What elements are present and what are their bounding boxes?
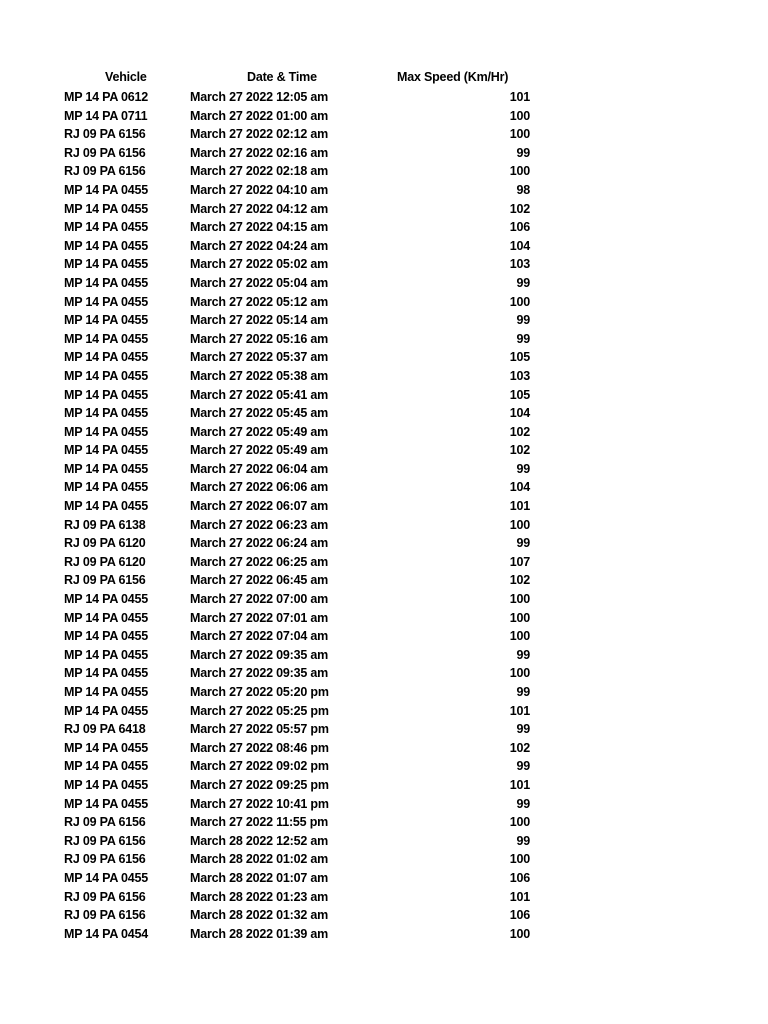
- table-row: [0, 739, 768, 758]
- max-speed-cell: 100: [509, 629, 530, 644]
- vehicle-cell: MP 14 PA 0455: [64, 387, 149, 402]
- table-row: [0, 925, 768, 944]
- table-row: [0, 757, 768, 776]
- table-row: [0, 162, 768, 181]
- max-speed-cell: 99: [516, 722, 530, 737]
- max-speed-cell: 100: [509, 164, 530, 179]
- vehicle-cell: RJ 09 PA 6418: [64, 722, 146, 737]
- date-time-cell: March 27 2022 09:35 am: [190, 647, 329, 662]
- max-speed-cell: 99: [516, 685, 530, 699]
- date-time-cell: March 27 2022 09:35 am: [190, 666, 329, 681]
- vehicle-cell: MP 14 PA 0455: [64, 666, 149, 681]
- max-speed-cell: 106: [509, 220, 530, 235]
- date-time-cell: March 27 2022 05:02 am: [190, 257, 329, 272]
- max-speed-cell: 100: [509, 610, 530, 625]
- vehicle-cell: MP 14 PA 0455: [64, 182, 149, 197]
- max-speed-cell: 99: [516, 275, 530, 290]
- date-time-cell: March 27 2022 07:00 am: [190, 592, 329, 607]
- column-header-vehicle: Vehicle: [105, 70, 147, 84]
- date-time-cell: March 28 2022 01:23 am: [190, 889, 329, 904]
- table-row: [0, 850, 768, 869]
- date-time-cell: March 27 2022 06:06 am: [190, 480, 329, 495]
- max-speed-cell: 100: [509, 127, 530, 142]
- table-row: [0, 776, 768, 795]
- date-time-cell: March 27 2022 05:45 am: [190, 406, 329, 421]
- date-time-cell: March 28 2022 01:32 am: [190, 908, 329, 923]
- vehicle-cell: RJ 09 PA 6138: [64, 517, 146, 532]
- vehicle-cell: RJ 09 PA 6156: [64, 833, 146, 848]
- vehicle-cell: RJ 09 PA 6156: [64, 145, 146, 160]
- date-time-cell: March 27 2022 09:25 pm: [190, 777, 329, 792]
- vehicle-cell: MP 14 PA 0455: [64, 201, 149, 216]
- vehicle-cell: MP 14 PA 0455: [64, 406, 149, 421]
- date-time-cell: March 27 2022 04:10 am: [190, 182, 329, 197]
- max-speed-cell: 100: [509, 108, 530, 123]
- vehicle-cell: MP 14 PA 0455: [64, 499, 149, 514]
- vehicle-cell: MP 14 PA 0455: [64, 796, 149, 811]
- date-time-cell: March 27 2022 05:04 am: [190, 275, 329, 290]
- max-speed-cell: 105: [509, 387, 530, 402]
- vehicle-cell: MP 14 PA 0455: [64, 685, 149, 699]
- vehicle-cell: RJ 09 PA 6156: [64, 164, 146, 179]
- vehicle-cell: RJ 09 PA 6156: [64, 908, 146, 923]
- table-row: [0, 460, 768, 479]
- table-row: [0, 218, 768, 237]
- table-row: [0, 404, 768, 423]
- max-speed-cell: 101: [509, 90, 530, 104]
- vehicle-cell: MP 14 PA 0455: [64, 220, 149, 235]
- vehicle-cell: RJ 09 PA 6120: [64, 554, 146, 569]
- table-row: [0, 293, 768, 312]
- date-time-cell: March 27 2022 12:05 am: [190, 90, 329, 104]
- vehicle-cell: MP 14 PA 0455: [64, 443, 149, 458]
- table-row: [0, 125, 768, 144]
- table-row: [0, 627, 768, 646]
- date-time-cell: March 27 2022 05:16 am: [190, 331, 329, 346]
- max-speed-cell: 104: [509, 238, 530, 253]
- table-row: [0, 367, 768, 386]
- table-row: [0, 553, 768, 572]
- max-speed-cell: 102: [509, 443, 530, 458]
- vehicle-cell: MP 14 PA 0455: [64, 331, 149, 346]
- max-speed-cell: 99: [516, 461, 530, 476]
- table-row: [0, 107, 768, 126]
- vehicle-cell: MP 14 PA 0455: [64, 275, 149, 290]
- vehicle-cell: MP 14 PA 0455: [64, 610, 149, 625]
- max-speed-cell: 102: [509, 573, 530, 588]
- max-speed-cell: 101: [509, 703, 530, 718]
- vehicle-cell: MP 14 PA 0455: [64, 759, 149, 774]
- max-speed-cell: 100: [509, 852, 530, 867]
- max-speed-cell: 107: [509, 554, 530, 569]
- table-row: [0, 888, 768, 907]
- column-header-date-time: Date & Time: [247, 70, 317, 84]
- table-row: [0, 200, 768, 219]
- table-row: [0, 386, 768, 405]
- vehicle-cell: MP 14 PA 0455: [64, 629, 149, 644]
- max-speed-cell: 99: [516, 647, 530, 662]
- date-time-cell: March 27 2022 06:25 am: [190, 554, 329, 569]
- date-time-cell: March 28 2022 01:39 am: [190, 926, 329, 941]
- max-speed-cell: 104: [509, 480, 530, 495]
- date-time-cell: March 27 2022 11:55 pm: [190, 815, 329, 830]
- table-row: [0, 720, 768, 739]
- date-time-cell: March 27 2022 09:02 pm: [190, 759, 329, 774]
- max-speed-cell: 104: [509, 406, 530, 421]
- table-row: [0, 646, 768, 665]
- vehicle-cell: RJ 09 PA 6156: [64, 889, 146, 904]
- table-row: [0, 330, 768, 349]
- date-time-cell: March 27 2022 02:16 am: [190, 145, 329, 160]
- max-speed-cell: 99: [516, 536, 530, 551]
- table-row: [0, 906, 768, 925]
- table-row: [0, 144, 768, 163]
- max-speed-cell: 102: [509, 201, 530, 216]
- max-speed-cell: 99: [516, 331, 530, 346]
- table-row: [0, 609, 768, 628]
- date-time-cell: March 27 2022 01:00 am: [190, 108, 329, 123]
- vehicle-cell: MP 14 PA 0455: [64, 313, 149, 328]
- max-speed-cell: 100: [509, 294, 530, 309]
- vehicle-cell: RJ 09 PA 6156: [64, 852, 146, 867]
- vehicle-cell: MP 14 PA 0455: [64, 870, 149, 885]
- table-row: [0, 441, 768, 460]
- vehicle-cell: MP 14 PA 0455: [64, 480, 149, 495]
- max-speed-cell: 99: [516, 759, 530, 774]
- max-speed-cell: 106: [509, 870, 530, 885]
- date-time-cell: March 27 2022 05:41 am: [190, 387, 329, 402]
- date-time-cell: March 27 2022 06:04 am: [190, 461, 329, 476]
- table-row: [0, 516, 768, 535]
- max-speed-cell: 100: [509, 815, 530, 830]
- date-time-cell: March 28 2022 01:07 am: [190, 870, 329, 885]
- vehicle-cell: MP 14 PA 0455: [64, 350, 149, 365]
- vehicle-cell: MP 14 PA 0454: [64, 926, 149, 941]
- table-row: [0, 832, 768, 851]
- date-time-cell: March 27 2022 04:24 am: [190, 238, 329, 253]
- table-row: [0, 88, 768, 107]
- max-speed-cell: 105: [509, 350, 530, 365]
- table-row: [0, 478, 768, 497]
- max-speed-cell: 100: [509, 592, 530, 607]
- max-speed-cell: 103: [509, 257, 530, 272]
- max-speed-cell: 99: [516, 796, 530, 811]
- max-speed-cell: 103: [509, 368, 530, 383]
- max-speed-cell: 102: [509, 424, 530, 439]
- max-speed-cell: 100: [509, 926, 530, 941]
- table-row: [0, 255, 768, 274]
- date-time-cell: March 27 2022 06:45 am: [190, 573, 329, 588]
- vehicle-cell: MP 14 PA 0455: [64, 257, 149, 272]
- date-time-cell: March 27 2022 05:12 am: [190, 294, 329, 309]
- date-time-cell: March 28 2022 12:52 am: [190, 833, 329, 848]
- max-speed-cell: 101: [509, 777, 530, 792]
- vehicle-cell: MP 14 PA 0711: [64, 108, 148, 123]
- date-time-cell: March 27 2022 05:57 pm: [190, 722, 329, 737]
- max-speed-cell: 102: [509, 740, 530, 755]
- date-time-cell: March 27 2022 05:49 am: [190, 424, 329, 439]
- max-speed-cell: 98: [516, 182, 530, 197]
- vehicle-cell: RJ 09 PA 6156: [64, 815, 146, 830]
- table-row: [0, 181, 768, 200]
- vehicle-cell: MP 14 PA 0455: [64, 461, 149, 476]
- table-row: [0, 497, 768, 516]
- table-row: [0, 869, 768, 888]
- vehicle-cell: MP 14 PA 0455: [64, 703, 149, 718]
- vehicle-cell: MP 14 PA 0455: [64, 647, 149, 662]
- table-row: [0, 590, 768, 609]
- max-speed-cell: 99: [516, 145, 530, 160]
- date-time-cell: March 27 2022 07:04 am: [190, 629, 329, 644]
- table-row: [0, 571, 768, 590]
- table-row: [0, 683, 768, 702]
- table-row: [0, 348, 768, 367]
- date-time-cell: March 27 2022 05:38 am: [190, 368, 329, 383]
- vehicle-cell: MP 14 PA 0455: [64, 777, 149, 792]
- vehicle-cell: MP 14 PA 0455: [64, 740, 149, 755]
- column-header-max-speed: Max Speed (Km/Hr): [397, 70, 509, 84]
- vehicle-cell: MP 14 PA 0455: [64, 368, 149, 383]
- date-time-cell: March 27 2022 02:18 am: [190, 164, 329, 179]
- table-row: [0, 795, 768, 814]
- max-speed-cell: 106: [509, 908, 530, 923]
- table-row: [0, 423, 768, 442]
- date-time-cell: March 27 2022 05:14 am: [190, 313, 329, 328]
- max-speed-cell: 99: [516, 313, 530, 328]
- table-row: [0, 237, 768, 256]
- date-time-cell: March 27 2022 02:12 am: [190, 127, 329, 142]
- table-header: [0, 68, 768, 87]
- table-row: [0, 311, 768, 330]
- date-time-cell: March 28 2022 01:02 am: [190, 852, 329, 867]
- date-time-cell: March 27 2022 05:20 pm: [190, 685, 329, 699]
- max-speed-cell: 100: [509, 517, 530, 532]
- max-speed-cell: 101: [509, 499, 530, 514]
- max-speed-cell: 99: [516, 833, 530, 848]
- date-time-cell: March 27 2022 06:07 am: [190, 499, 329, 514]
- date-time-cell: March 27 2022 05:25 pm: [190, 703, 329, 718]
- date-time-cell: March 27 2022 05:37 am: [190, 350, 329, 365]
- date-time-cell: March 27 2022 04:12 am: [190, 201, 329, 216]
- vehicle-cell: MP 14 PA 0455: [64, 424, 149, 439]
- table-row: [0, 274, 768, 293]
- vehicle-cell: RJ 09 PA 6156: [64, 573, 146, 588]
- vehicle-cell: MP 14 PA 0455: [64, 592, 149, 607]
- date-time-cell: March 27 2022 06:23 am: [190, 517, 329, 532]
- table-row: [0, 702, 768, 721]
- table-row: [0, 813, 768, 832]
- vehicle-cell: RJ 09 PA 6120: [64, 536, 146, 551]
- date-time-cell: March 27 2022 05:49 am: [190, 443, 329, 458]
- vehicle-cell: MP 14 PA 0612: [64, 90, 149, 104]
- max-speed-cell: 101: [509, 889, 530, 904]
- date-time-cell: March 27 2022 06:24 am: [190, 536, 329, 551]
- table-body: [0, 88, 768, 943]
- vehicle-cell: MP 14 PA 0455: [64, 294, 149, 309]
- table-row: [0, 534, 768, 553]
- date-time-cell: March 27 2022 08:46 pm: [190, 740, 329, 755]
- max-speed-cell: 100: [509, 666, 530, 681]
- date-time-cell: March 27 2022 07:01 am: [190, 610, 329, 625]
- vehicle-cell: RJ 09 PA 6156: [64, 127, 146, 142]
- vehicle-cell: MP 14 PA 0455: [64, 238, 149, 253]
- date-time-cell: March 27 2022 04:15 am: [190, 220, 329, 235]
- table-row: [0, 664, 768, 683]
- date-time-cell: March 27 2022 10:41 pm: [190, 796, 329, 811]
